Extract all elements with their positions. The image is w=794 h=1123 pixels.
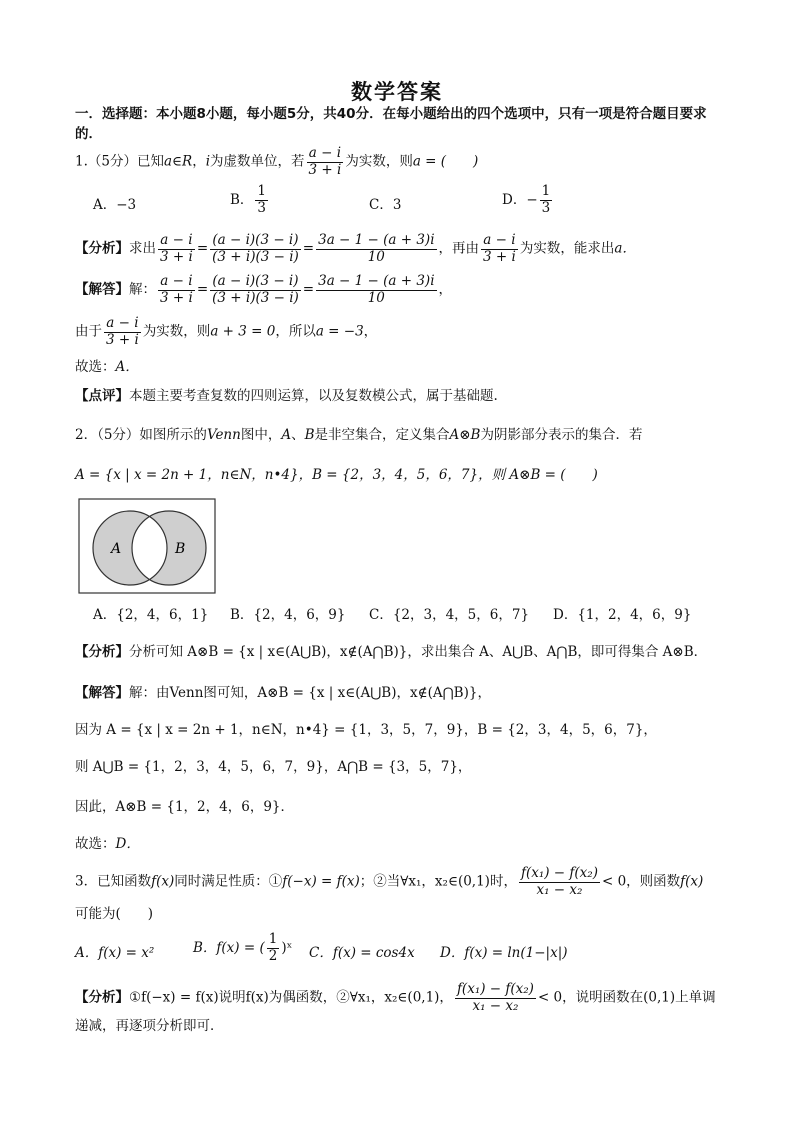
q1-f1-num: a − i xyxy=(158,233,195,250)
q2-analysis-label: 【分析】 xyxy=(75,644,129,660)
q2-stem-op: A⊗B xyxy=(449,427,481,443)
q1-s-equals-1: = xyxy=(196,281,209,298)
q2-option-d: D．{1，2，4，6，9} xyxy=(553,607,692,623)
q1-reason xyxy=(75,316,377,348)
q3-stem-text: 3．已知函数 xyxy=(75,873,152,890)
q1-option-a: A．−3 xyxy=(93,197,137,213)
q1-analysis-text3: 为实数，能求出 xyxy=(519,240,615,257)
q2-therefore: 因此，A⊗B = {1，2，4，6，9}． xyxy=(75,799,294,815)
q3-frac-den: x₁ − x₂ xyxy=(536,881,583,898)
q3-analysis-label: 【分析】 xyxy=(75,989,129,1006)
q1-option-b-den: 3 xyxy=(257,199,267,216)
q2-stem-b: B xyxy=(304,427,315,443)
q3-stem-line2: 可能为( ) xyxy=(75,906,154,922)
q1-reason-frac xyxy=(104,316,141,348)
q3-option-d: D．f(x) = ln(1−|x|) xyxy=(440,945,568,961)
q2-solution-text: 解：由Venn图可知，A⊗B = {x | x∈(A⋃B)，x∉(A⋂B)}， xyxy=(129,685,491,701)
q2-option-a: A．{2，4，6，1} xyxy=(93,607,209,623)
page-title: 数学答案 xyxy=(351,80,443,104)
q1-reason-text2: 为实数，则 xyxy=(142,323,211,340)
q1-comment-text: 本题主要考查复数的四则运算，以及复数模公式，属于基础题. xyxy=(129,388,498,404)
q2-option-b: B．{2，4，6，9} xyxy=(230,607,346,623)
q1-s-equals-2: = xyxy=(302,281,315,298)
q3-option-b-den: 2 xyxy=(268,947,278,964)
q2-analysis-text: 分析可知 A⊗B = {x | x∈(A⋃B)，x∉(A⋂B)}，求出集合 A、A⋃B、A⋂B，即可得集合 A⊗B． xyxy=(129,644,708,660)
q1-analysis-var: a． xyxy=(614,240,636,257)
q1-stem-text2: 为虚数单位，若 xyxy=(210,153,305,170)
q2-choice-label: 故选： xyxy=(75,836,116,852)
q1-f2-num: (a − i)(3 − i) xyxy=(210,233,301,250)
q1-equals-1: = xyxy=(196,240,209,257)
q1-option-b-frac xyxy=(255,184,268,216)
q3-analysis-num: f(x₁) − f(x₂) xyxy=(456,981,534,997)
q1-stem-text: 1.（5分）已知 xyxy=(75,153,164,170)
q1-f4-den: 3 + i xyxy=(483,248,516,265)
q1-frac-den: 3 + i xyxy=(308,161,342,178)
q1-analysis-frac2 xyxy=(210,233,301,265)
q1-option-d-num: 1 xyxy=(541,183,551,199)
q1-s3-den: 10 xyxy=(367,289,385,306)
q1-reason-text3: ，所以 xyxy=(275,323,316,340)
q1-stem-sep: ， xyxy=(192,153,206,170)
q1-analysis-text2: ，再由 xyxy=(438,240,480,257)
section-heading: 一．选择题：本小题8小题，每小题5分，共40分．在每小题给出的四个选项中，只有一项是符合题目要求的． xyxy=(75,106,707,142)
q1-reason-num: a − i xyxy=(104,316,141,333)
q1-reason-den: 3 + i xyxy=(106,331,139,348)
q1-option-b-label: B． xyxy=(230,192,254,209)
q1-choice-value: A． xyxy=(115,359,139,375)
q1-option-c: C．3 xyxy=(369,197,402,213)
q3-option-b-exp: )ˣ xyxy=(281,940,293,957)
q1-solution-frac1 xyxy=(158,274,195,306)
q2-then: 则 A⋃B = {1，2，3，4，5，6，7，9}，A⋂B = {3，5，7}， xyxy=(75,759,472,775)
q1-f3-den: 10 xyxy=(367,248,385,265)
q1-reason-eq1: a + 3 = 0 xyxy=(210,323,276,340)
q3-analysis-text2: < 0，说明函数在(0,1)上单调 xyxy=(537,989,716,1006)
venn-svg xyxy=(78,498,216,594)
q2-stem-text: 2．（5分）如图所示的 xyxy=(75,427,207,443)
q1-solution-frac2 xyxy=(210,274,301,306)
q2-solution-label: 【解答】 xyxy=(75,685,129,701)
q3-frac-num: f(x₁) − f(x₂) xyxy=(520,865,598,881)
q1-comment-label: 【点评】 xyxy=(75,388,129,404)
q2-choice-value: D． xyxy=(115,836,140,852)
q1-comment xyxy=(75,386,498,406)
venn-label-b: B xyxy=(175,541,186,557)
q2-stem-text4: 为阴影部分表示的集合．若 xyxy=(480,427,643,443)
q1-reason-text: 由于 xyxy=(75,323,102,340)
q1-analysis xyxy=(75,233,636,265)
q2-solution xyxy=(75,683,491,703)
q1-option-b-num: 1 xyxy=(257,183,267,199)
q1-analysis-frac4 xyxy=(481,233,518,265)
q2-option-c: C．{2，3，4，5，6，7} xyxy=(369,607,530,623)
q3-stem-prop1: f(−x) = f(x) xyxy=(282,873,360,890)
q3-option-b-label: B．f(x) = ( xyxy=(193,940,265,957)
q1-stem xyxy=(75,146,478,178)
q2-stem-sets: A = {x | x = 2n + 1，n∈N，n•4}，B = {2，3，4，5，6，7}，则 A⊗B = ( ) xyxy=(75,467,598,483)
q1-solution-text: 解： xyxy=(129,281,156,298)
q1-solution-frac3 xyxy=(316,274,436,306)
q2-stem-text3: 是非空集合，定义集合 xyxy=(314,427,450,443)
q1-option-b xyxy=(230,184,270,216)
q1-choice-label: 故选： xyxy=(75,359,116,375)
venn-label-a: A xyxy=(111,541,122,557)
q1-option-d-frac xyxy=(540,184,553,216)
q3-stem-func: f(x) xyxy=(151,873,175,890)
q2-stem-text2: 图中， xyxy=(240,427,282,443)
q1-option-d xyxy=(502,184,554,216)
q1-stem-text3: 为实数，则 xyxy=(345,153,413,170)
q1-f1-den: 3 + i xyxy=(160,248,193,265)
q1-solution-label: 【解答】 xyxy=(75,281,129,298)
q1-s2-den: (3 + i)(3 − i) xyxy=(212,289,299,306)
q3-option-b xyxy=(193,932,292,964)
q2-analysis xyxy=(75,642,707,662)
q2-stem-venn: Venn xyxy=(206,427,241,443)
q1-frac-num: a − i xyxy=(307,146,344,163)
q2-stem xyxy=(75,425,642,445)
q3-option-a: A．f(x) = x² xyxy=(75,945,155,961)
q3-option-b-frac xyxy=(267,932,280,964)
q1-solution xyxy=(75,274,452,306)
q3-analysis-den: x₁ − x₂ xyxy=(472,997,519,1014)
q2-stem-a: A xyxy=(281,427,292,443)
q3-stem-text4: < 0，则函数 xyxy=(601,873,681,890)
q1-s3-num: 3a − 1 − (a + 3)i xyxy=(318,273,435,289)
q1-option-d-den: 3 xyxy=(541,199,551,216)
q1-stem-cond: a∈R xyxy=(163,153,193,170)
q1-option-d-label: D．− xyxy=(502,192,538,209)
q3-option-c: C．f(x) = cos4x xyxy=(309,945,415,961)
q1-analysis-label: 【分析】 xyxy=(75,240,129,257)
q1-analysis-frac3 xyxy=(316,233,436,265)
q1-analysis-text: 求出 xyxy=(129,240,156,257)
q1-s1-num: a − i xyxy=(158,274,195,291)
q3-stem xyxy=(75,866,703,898)
q1-reason-eq2: a = −3 xyxy=(315,323,364,340)
q3-stem-frac xyxy=(519,866,600,898)
q3-analysis-text: ①f(−x) = f(x)说明f(x)为偶函数，②∀x₁，x₂∈(0,1)， xyxy=(129,989,453,1006)
q3-analysis xyxy=(75,982,716,1014)
q1-f3-num: 3a − 1 − (a + 3)i xyxy=(318,232,435,248)
q3-stem-func2: f(x) xyxy=(680,873,704,890)
q1-s2-num: (a − i)(3 − i) xyxy=(210,274,301,291)
q3-stem-text3: ；②当∀x₁，x₂∈(0,1)时， xyxy=(359,873,517,890)
venn-diagram xyxy=(78,498,216,598)
q3-option-b-num: 1 xyxy=(268,931,278,947)
q3-analysis-line2: 递减，再逐项分析即可． xyxy=(75,1018,224,1034)
q1-choice xyxy=(75,357,139,377)
q1-stem-fraction xyxy=(307,146,344,178)
q2-because: 因为 A = {x | x = 2n + 1，n∈N，n•4} = {1，3，5，7，9}，B = {2，3，4，5，6，7}， xyxy=(75,722,657,738)
q2-choice xyxy=(75,834,140,854)
q3-stem-text2: 同时满足性质：① xyxy=(174,873,283,890)
q1-s1-den: 3 + i xyxy=(160,289,193,306)
q1-f2-den: (3 + i)(3 − i) xyxy=(212,248,299,265)
q1-analysis-frac1 xyxy=(158,233,195,265)
q1-solution-comma: ， xyxy=(438,281,453,298)
q2-stem-sep: 、 xyxy=(291,427,305,443)
q1-stem-ask: a = ( ) xyxy=(412,153,479,170)
q1-stem-i: i xyxy=(205,153,211,170)
q1-equals-2: = xyxy=(302,240,315,257)
q1-reason-comma: ， xyxy=(363,323,378,340)
q3-analysis-frac xyxy=(455,982,536,1014)
q1-f4-num: a − i xyxy=(481,233,518,250)
